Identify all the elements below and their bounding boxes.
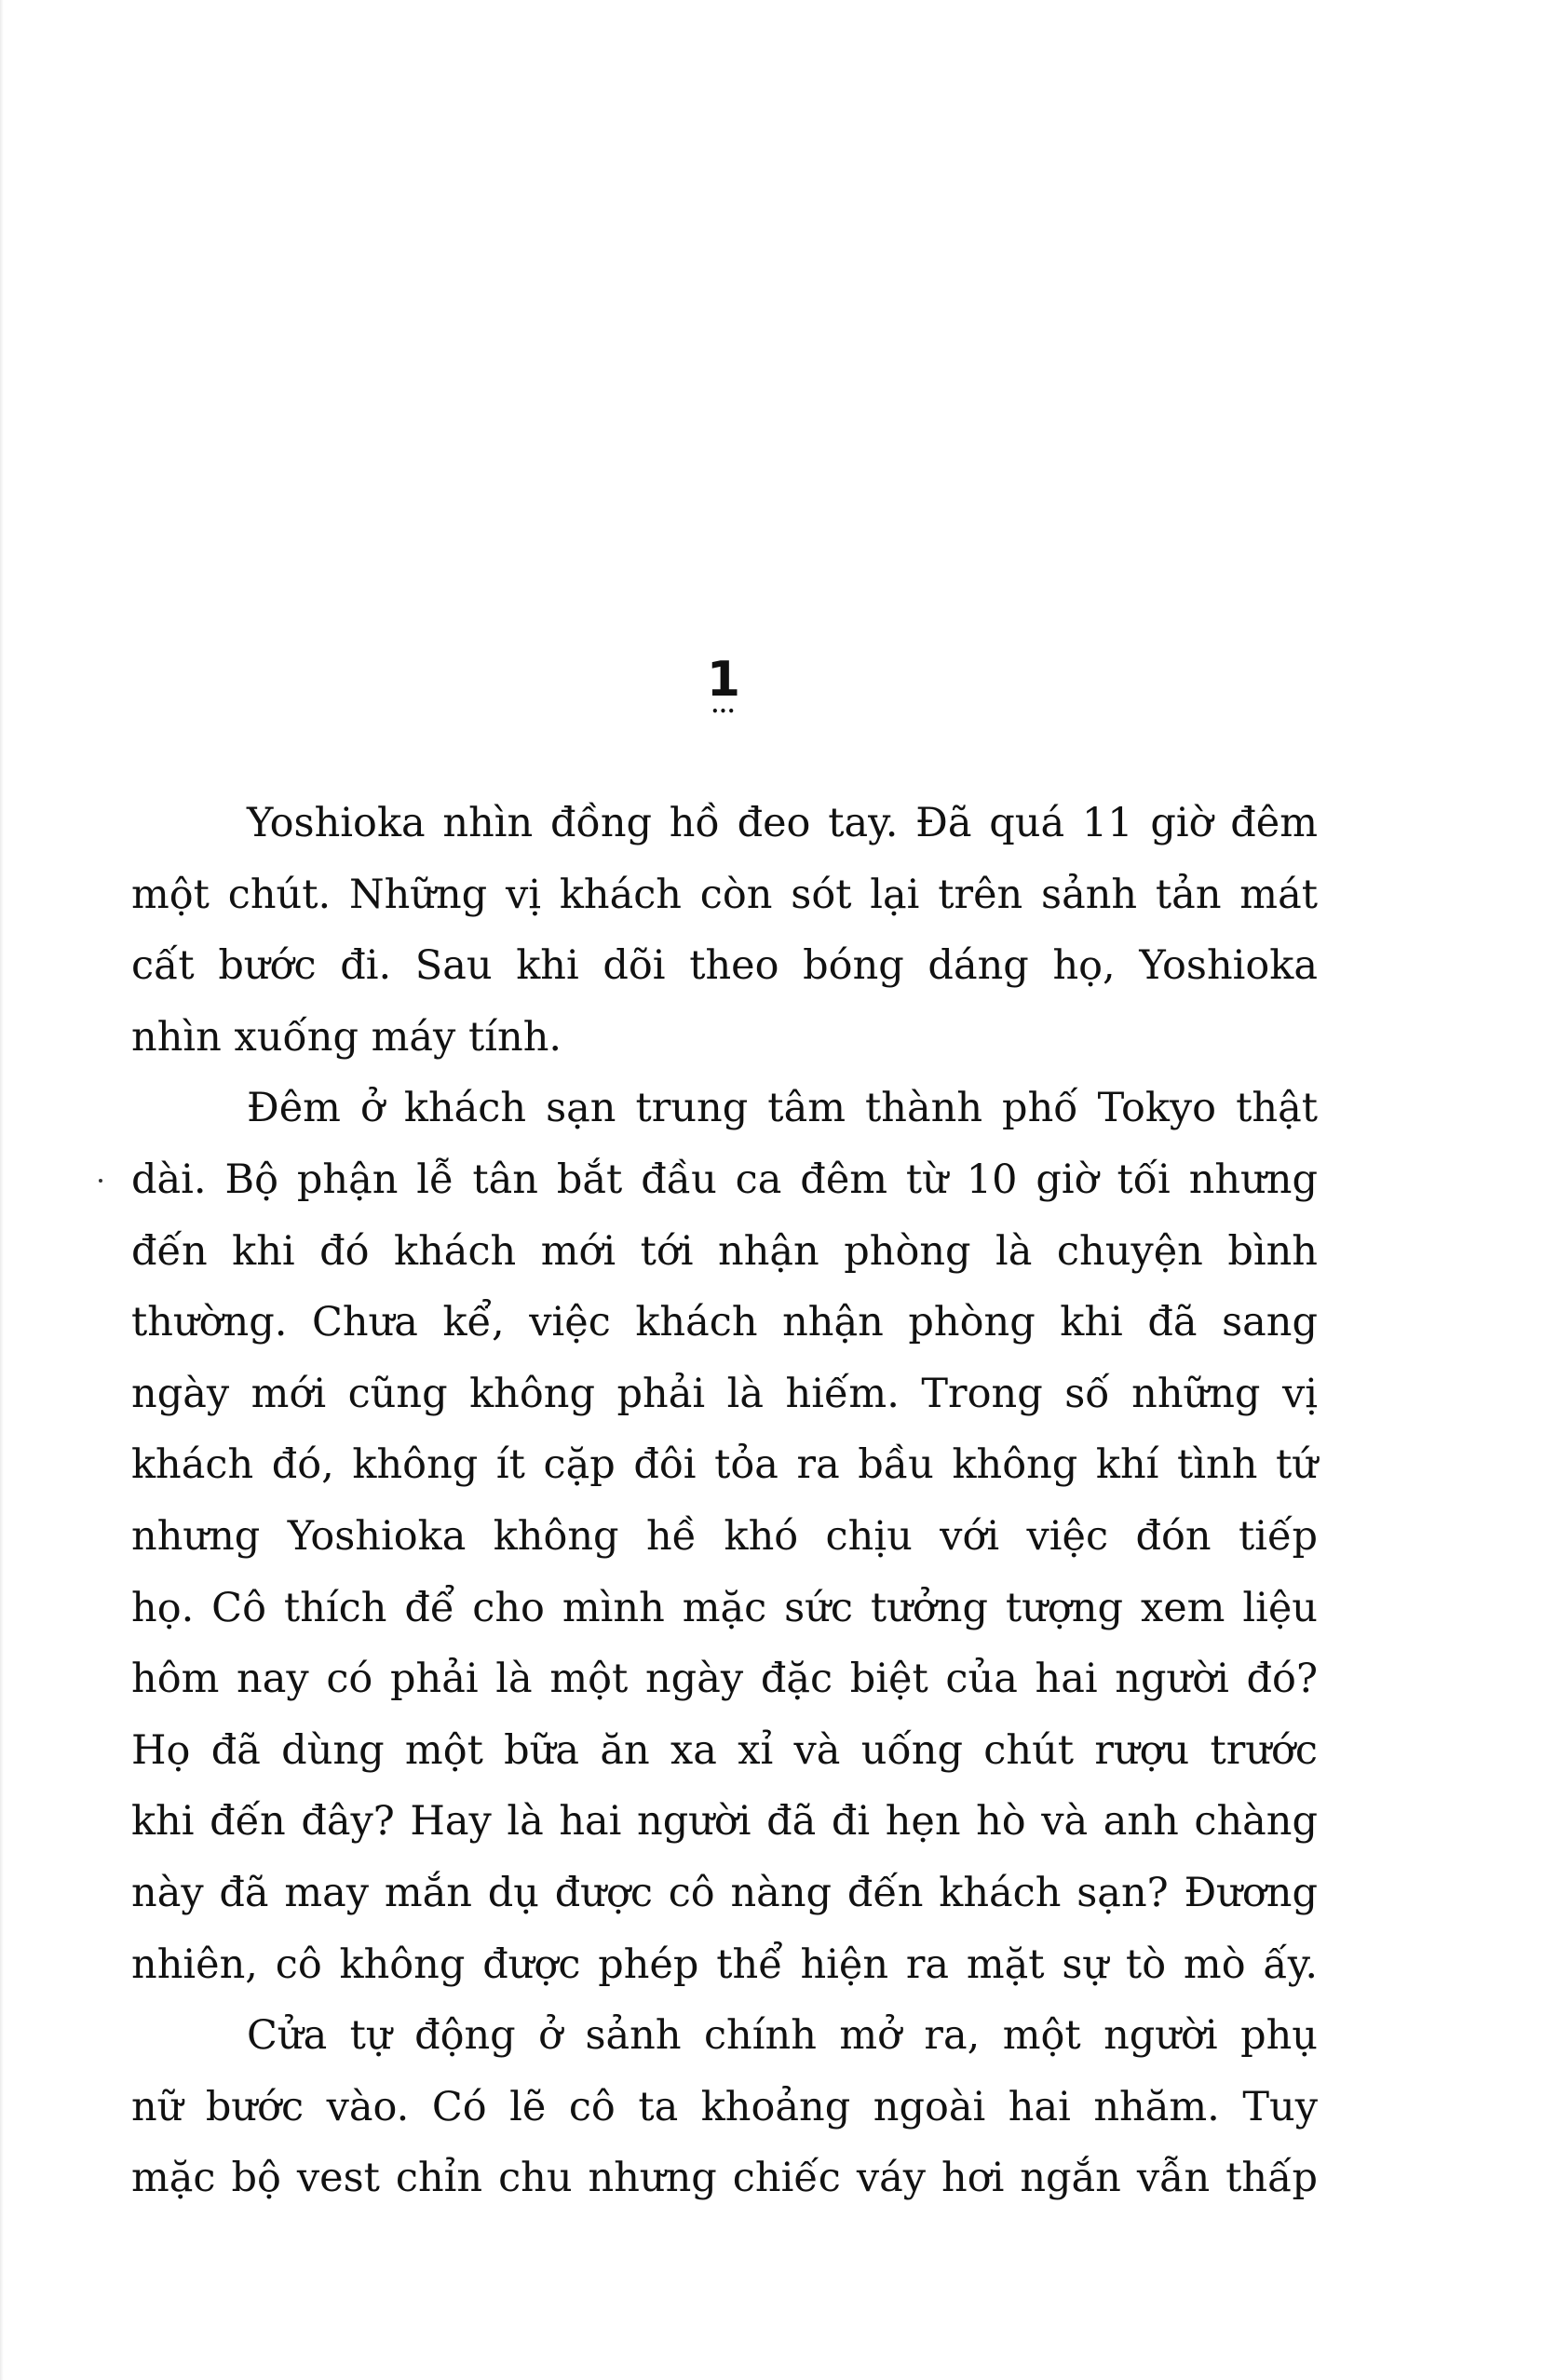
paragraph-2 [131, 1073, 1318, 2000]
text-line: nữ bước vào. Có lẽ cô ta khoảng ngoài hai nhăm. Tuy [131, 2083, 1318, 2130]
chapter-ornament: ••• [711, 705, 736, 718]
chapter-number: 1 [706, 652, 741, 708]
text-line: hôm nay có phải là một ngày đặc biệt của hai người đó? [131, 1656, 1318, 1703]
text-line: Yoshioka nhìn đồng hồ đeo tay. Đã quá 11 giờ đêm [247, 800, 1318, 846]
text-line: Họ đã dùng một bữa ăn xa xỉ và uống chút rượu trước [131, 1726, 1318, 1774]
text-line: ngày mới cũng không phải là hiếm. Trong số những vị [131, 1370, 1318, 1417]
text-line: họ. Cô thích để cho mình mặc sức tưởng tượng xem liệu [131, 1584, 1318, 1631]
text-line: mặc bộ vest chỉn chu nhưng chiếc váy hơi ngắn vẫn thấp [131, 2155, 1318, 2202]
text-line: dài. Bộ phận lễ tân bắt đầu ca đêm từ 10 giờ tối nhưng [131, 1156, 1318, 1203]
paragraph-3 [131, 2000, 1318, 2214]
text-line: nhưng Yoshioka không hề khó chịu với việc đón tiếp [131, 1512, 1318, 1560]
text-line: Đêm ở khách sạn trung tâm thành phố Tokyo thật [247, 1085, 1318, 1132]
text-line: đến khi đó khách mới tới nhận phòng là chuyện bình [131, 1227, 1318, 1275]
text-line: nhiên, cô không được phép thể hiện ra mặt sự tò mò ấy. [131, 1941, 1318, 1988]
text-line: nhìn xuống máy tính. [131, 1013, 562, 1061]
scan-speck [99, 1179, 102, 1183]
text-line: cất bước đi. Sau khi dõi theo bóng dáng họ, Yoshioka [131, 942, 1318, 990]
text-line: khách đó, không ít cặp đôi tỏa ra bầu không khí tình tứ [131, 1441, 1318, 1489]
scan-edge-shadow [0, 0, 4, 2380]
body-text [131, 788, 1318, 2214]
text-line: khi đến đây? Hay là hai người đã đi hẹn hò và anh chàng [131, 1798, 1318, 1846]
text-line: này đã may mắn dụ được cô nàng đến khách sạn? Đương [131, 1869, 1318, 1916]
paragraph-1 [131, 788, 1318, 1073]
text-line: Cửa tự động ở sảnh chính mở ra, một người phụ [247, 2012, 1318, 2060]
text-line: một chút. Những vị khách còn sót lại trên sảnh tản mát [131, 871, 1318, 918]
text-line: thường. Chưa kể, việc khách nhận phòng khi đã sang [131, 1299, 1318, 1346]
